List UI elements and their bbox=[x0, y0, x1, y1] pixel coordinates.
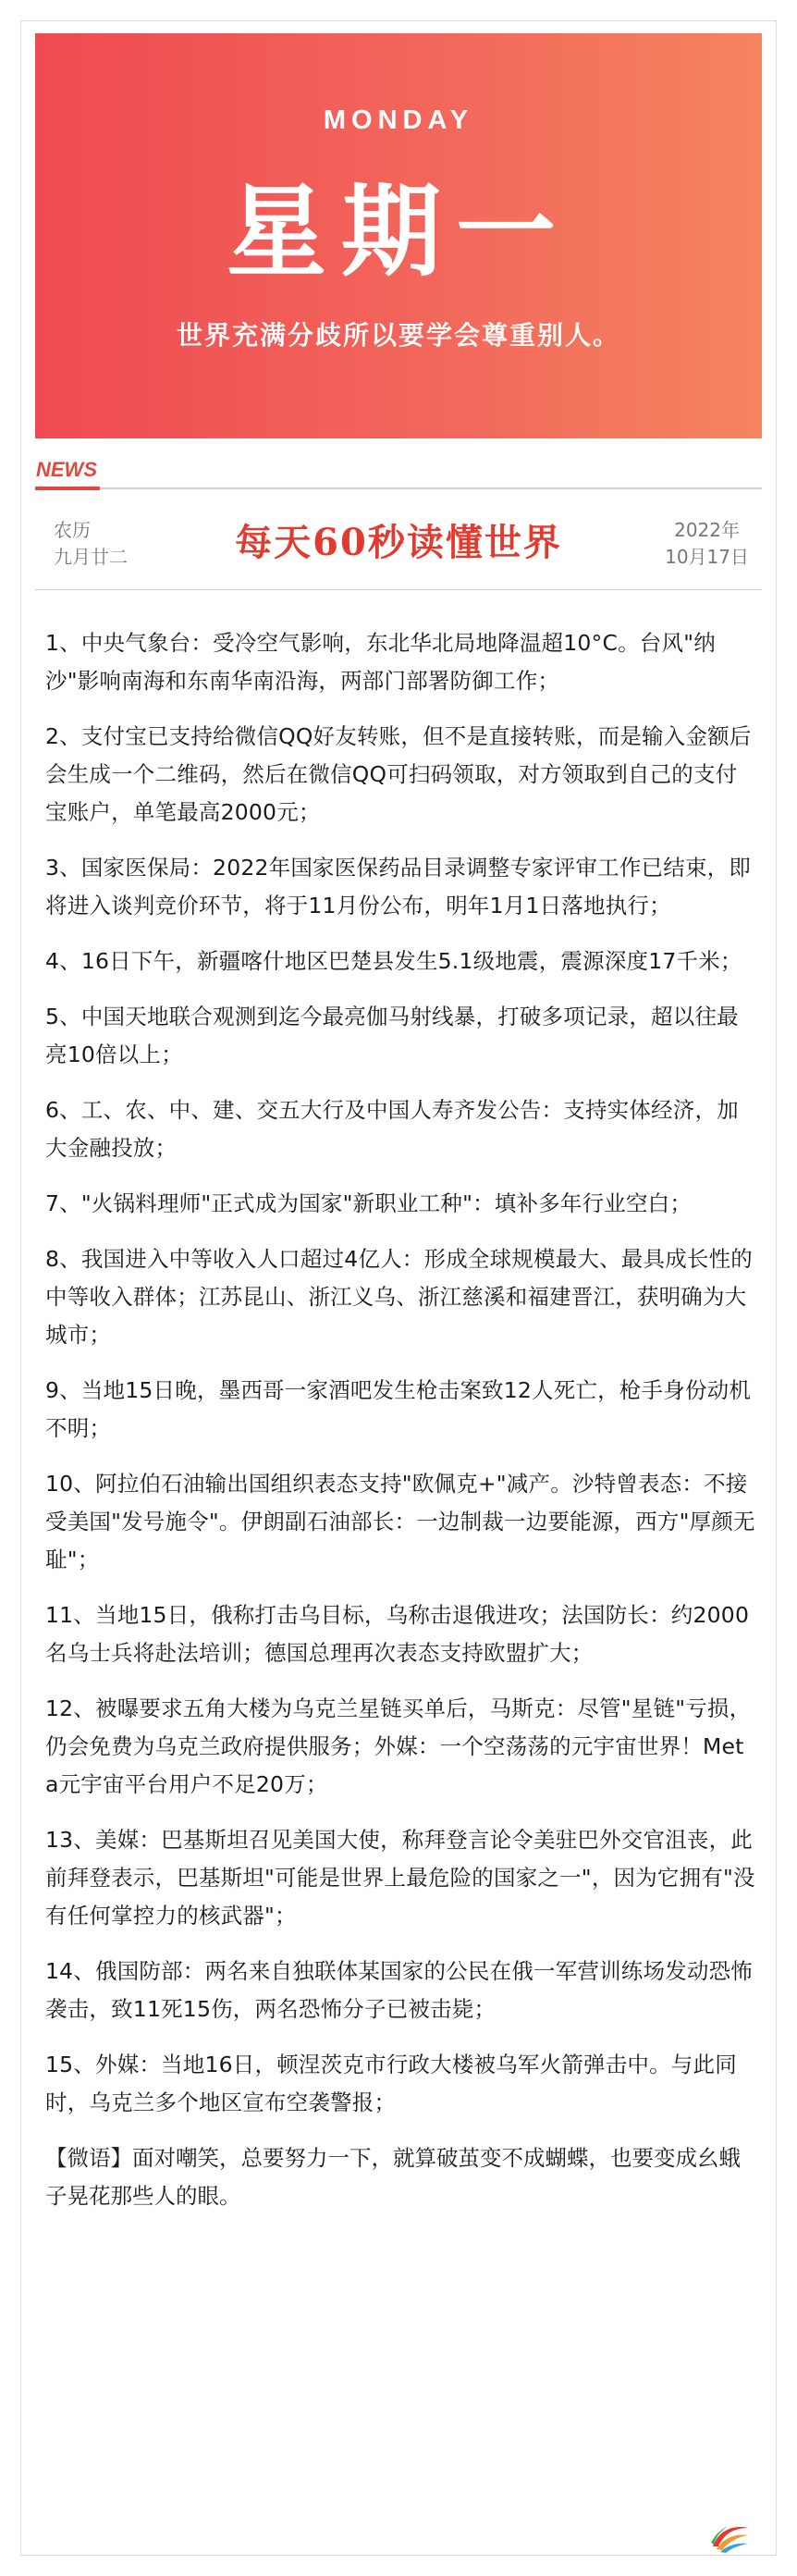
news-item: 6、工、农、中、建、交五大行及中国人寿齐发公告：支持实体经济，加大金融投放； bbox=[45, 1097, 739, 1161]
lunar-day: 九月廿二 bbox=[54, 546, 128, 568]
section-divider bbox=[35, 487, 762, 489]
news-item: 2、支付宝已支持给微信QQ好友转账，但不是直接转账，而是输入金额后会生成一个二维码，然后在微信QQ可扫码领取，对方领取到自己的支付宝账户，单笔最高2000元； bbox=[45, 723, 752, 825]
news-item: 4、16日下午，新疆喀什地区巴楚县发生5.1级地震，震源深度17千米； bbox=[45, 948, 742, 974]
banner-motto: 世界充满分歧所以要学会尊重别人。 bbox=[176, 320, 620, 351]
news-list bbox=[45, 624, 757, 2215]
news-item: 1、中央气象台：受冷空气影响，东北华北局地降温超10°C。台风"纳沙"影响南海和东南华南沿海，两部门部署防御工作； bbox=[45, 630, 716, 694]
news-item: 15、外媒：当地16日，顿涅茨克市行政大楼被乌军火箭弹击中。与此同时，乌克兰多个地区宣布空袭警报； bbox=[45, 2052, 737, 2115]
weekday-english: MONDAY bbox=[323, 105, 474, 135]
swirl-logo-icon bbox=[707, 2519, 752, 2554]
header-divider bbox=[35, 589, 762, 590]
day-banner bbox=[35, 33, 762, 438]
news-item: 10、阿拉伯石油输出国组织表态支持"欧佩克+"减产。沙特曾表态：不接受美国"发号施令"。伊朗副石油部长：一边制裁一边要能源，西方"厚颜无耻"； bbox=[45, 1471, 755, 1572]
news-item: 7、"火锅料理师"正式成为国家"新职业工种"：填补多年行业空白； bbox=[45, 1190, 693, 1216]
gregorian-date bbox=[665, 517, 749, 571]
news-section-tag: NEWS bbox=[36, 458, 97, 481]
news-item: 5、中国天地联合观测到迄今最亮伽马射线暴，打破多项记录，超以往最亮10倍以上； bbox=[45, 1004, 739, 1067]
news-item: 12、被曝要求五角大楼为乌克兰星链买单后，马斯克：尽管"星链"亏损，仍会免费为乌克兰政府提供服务；外媒：一个空荡荡的元宇宙世界！Meta元宇宙平台用户不足20万； bbox=[45, 1695, 752, 1797]
date-month-day: 10月17日 bbox=[665, 546, 749, 568]
date-year: 2022年 bbox=[674, 519, 740, 541]
news-item: 9、当地15日晚，墨西哥一家酒吧发生枪击案致12人死亡，枪手身份动机不明； bbox=[45, 1377, 752, 1441]
lunar-label: 农历 bbox=[54, 519, 91, 541]
news-item: 3、国家医保局：2022年国家医保药品目录调整专家评审工作已结束，即将进入谈判竞价环节，将于11月份公布，明年1月1日落地执行； bbox=[45, 855, 752, 918]
article-header bbox=[35, 495, 762, 583]
news-item: 13、美媒：巴基斯坦召见美国大使，称拜登言论令美驻巴外交官沮丧，此前拜登表示，巴基斯坦"可能是世界上最危险的国家之一"，因为它拥有"没有任何掌控力的核武器"； bbox=[45, 1827, 755, 1929]
article-frame bbox=[20, 20, 777, 2556]
news-item: 11、当地15日，俄称打击乌目标，乌称击退俄进攻；法国防长：约2000名乌士兵将赴法培训；德国总理再次表态支持欧盟扩大； bbox=[45, 1602, 750, 1666]
news-item: 14、俄国防部：两名来自独联体某国家的公民在俄一军营训练场发动恐怖袭击，致11死15伤，两名恐怖分子已被击毙； bbox=[45, 1958, 754, 2022]
page-title: 每天60秒读懂世界 bbox=[235, 521, 562, 564]
weekday-chinese: 星期一 bbox=[226, 175, 570, 290]
news-item: 8、我国进入中等收入人口超过4亿人：形成全球规模最大、最具成长性的中等收入群体；江苏昆山、浙江义乌、浙江慈溪和福建晋江，获明确为大城市； bbox=[45, 1246, 754, 1348]
daily-quote: 【微语】面对嘲笑，总要努力一下，就算破茧变不成蝴蝶，也要变成幺蛾子晃花那些人的眼。 bbox=[45, 2145, 741, 2209]
